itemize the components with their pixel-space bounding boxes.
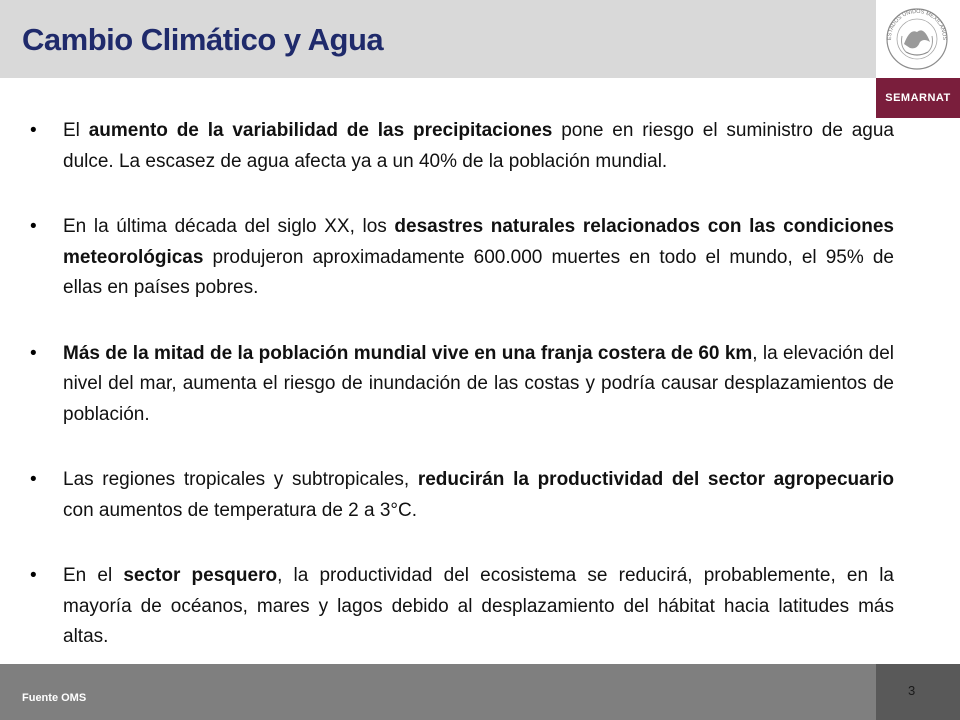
bullet-text-bold: aumento de la variabilidad de las precipitaciones xyxy=(88,120,553,141)
bullet-text-segment: pone en riesgo el suministro de agua dulce. La escasez de agua afecta ya a un 40% de la población mundial. xyxy=(63,120,894,172)
bullet-marker: • xyxy=(30,216,37,237)
bullet-text xyxy=(63,212,894,304)
svg-text:ESTADOS UNIDOS MEXICANOS: ESTADOS UNIDOS MEXICANOS xyxy=(886,8,948,41)
bullet-text-segment: , la elevación del nivel del mar, aumenta el riesgo de inundación de las costas y podría causar desplazamientos de población. xyxy=(63,342,894,425)
bullet-text-segment: , la productividad del ecosistema se reducirá, probablemente, en la mayoría de océanos, mares y lagos debido al desplazamiento del hábitat hacia latitudes más altas. xyxy=(63,565,894,647)
bullet-item xyxy=(30,116,894,177)
bullet-text-bold: Más de la mitad de la población mundial vive en una franja costera de 60 km xyxy=(63,342,753,364)
bullet-marker: • xyxy=(30,565,37,586)
bullet-marker: • xyxy=(30,469,37,490)
bullet-item xyxy=(30,212,894,304)
bullet-list xyxy=(30,116,894,688)
page-number: 3 xyxy=(908,683,916,698)
footer-source: Fuente OMS xyxy=(22,692,87,704)
bullet-text-segment: El xyxy=(63,120,89,141)
mexico-seal-logo xyxy=(880,6,954,72)
bullet-item xyxy=(30,561,894,653)
footer-bar xyxy=(0,664,876,720)
bullet-text-bold: reducirán la productividad del sector agropecuario xyxy=(417,469,894,490)
bullet-marker: • xyxy=(30,342,37,364)
bullet-item xyxy=(30,339,894,431)
bullet-text-segment: con aumentos de temperatura de 2 a 3°C. xyxy=(63,499,418,521)
bullet-text xyxy=(63,116,894,177)
bullet-text xyxy=(63,339,894,431)
bullet-item xyxy=(30,465,894,526)
bullet-text-segment: produjeron aproximadamente 600.000 muertes en todo el mundo, el 95% de ellas en países pobres. xyxy=(63,246,894,298)
bullet-text-bold: sector pesquero xyxy=(123,565,278,586)
bullet-text-segment: Las regiones tropicales y subtropicales, xyxy=(63,469,418,490)
bullet-text-bold: desastres naturales relacionados con las condiciones meteorológicas xyxy=(63,216,895,268)
bullet-text-segment: En la última década del siglo XX, los xyxy=(63,216,395,237)
bullet-text-segment: En el xyxy=(63,565,124,586)
semarnat-badge: SEMARNAT xyxy=(876,78,960,118)
bullet-text xyxy=(63,561,894,653)
footer-right-panel xyxy=(876,664,960,720)
page-title: Cambio Climático y Agua xyxy=(22,22,384,57)
bullet-text xyxy=(63,465,894,526)
bullet-marker: • xyxy=(30,120,37,141)
